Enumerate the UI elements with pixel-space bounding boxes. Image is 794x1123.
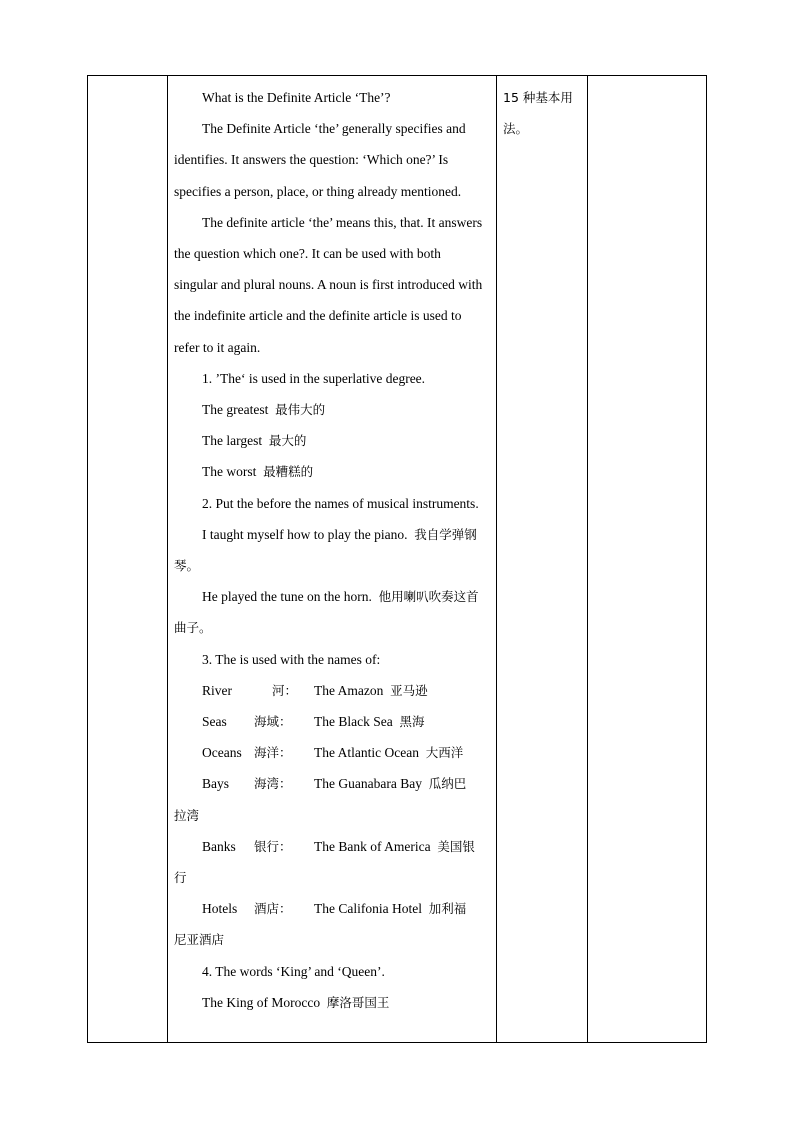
name-category-row: Seas 海域： The Black Sea 黑海 <box>202 714 425 730</box>
name-category-row: Bays 海湾： The Guanabara Bay 瓜纳巴 <box>202 776 467 792</box>
row-continuation: 尼亚酒店 <box>174 932 225 948</box>
lesson-table <box>87 75 707 1043</box>
content-cell <box>168 76 497 1042</box>
example-line: The largest 最大的 <box>202 433 307 449</box>
row-continuation: 行 <box>174 870 187 886</box>
example-line: The greatest 最伟大的 <box>202 402 326 418</box>
note-line: 法。 <box>503 121 529 137</box>
row-continuation: 拉湾 <box>174 807 200 823</box>
example-line: The worst 最糟糕的 <box>202 464 314 480</box>
note-line: 15 种基本用 <box>503 90 573 105</box>
explanation-paragraph: The definite article ‘the’ means this, that. It answers the question which one?. It can be used with both singular and plural nouns. A noun is first introduced with the indefinite article and the definite article is used to refer to it again. <box>174 214 483 355</box>
rule-2-heading: 2. Put the before the names of musical instruments. <box>202 495 479 511</box>
note-cell <box>497 76 588 1042</box>
question-heading: What is the Definite Article ‘The’? <box>202 90 391 105</box>
name-category-row: River 河： The Amazon 亚马逊 <box>202 682 428 698</box>
definition-paragraph: The Definite Article ‘the’ generally specifies and identifies. It answers the question: ‘Which one?’ Is specifies a person, place, or thing already mentioned. <box>174 121 466 199</box>
rule-3-heading: 3. The is used with the names of: <box>202 651 381 667</box>
example-line: He played the tune on the horn. 他用喇叭吹奏这首曲子。 <box>174 589 479 636</box>
example-line: I taught myself how to play the piano. 我自学弹钢琴。 <box>174 526 477 574</box>
rule-1-heading: 1. ’The‘ is used in the superlative degree. <box>202 370 426 386</box>
example-line: The King of Morocco 摩洛哥国王 <box>202 994 390 1010</box>
name-category-row: Hotels 酒店： The Califonia Hotel 加利福 <box>202 901 467 917</box>
rule-4-heading: 4. The words ‘King’ and ‘Queen’. <box>202 963 385 979</box>
name-category-row: Oceans 海洋： The Atlantic Ocean 大西洋 <box>202 745 464 761</box>
name-category-row: Banks 银行： The Bank of America 美国银 <box>202 838 475 854</box>
